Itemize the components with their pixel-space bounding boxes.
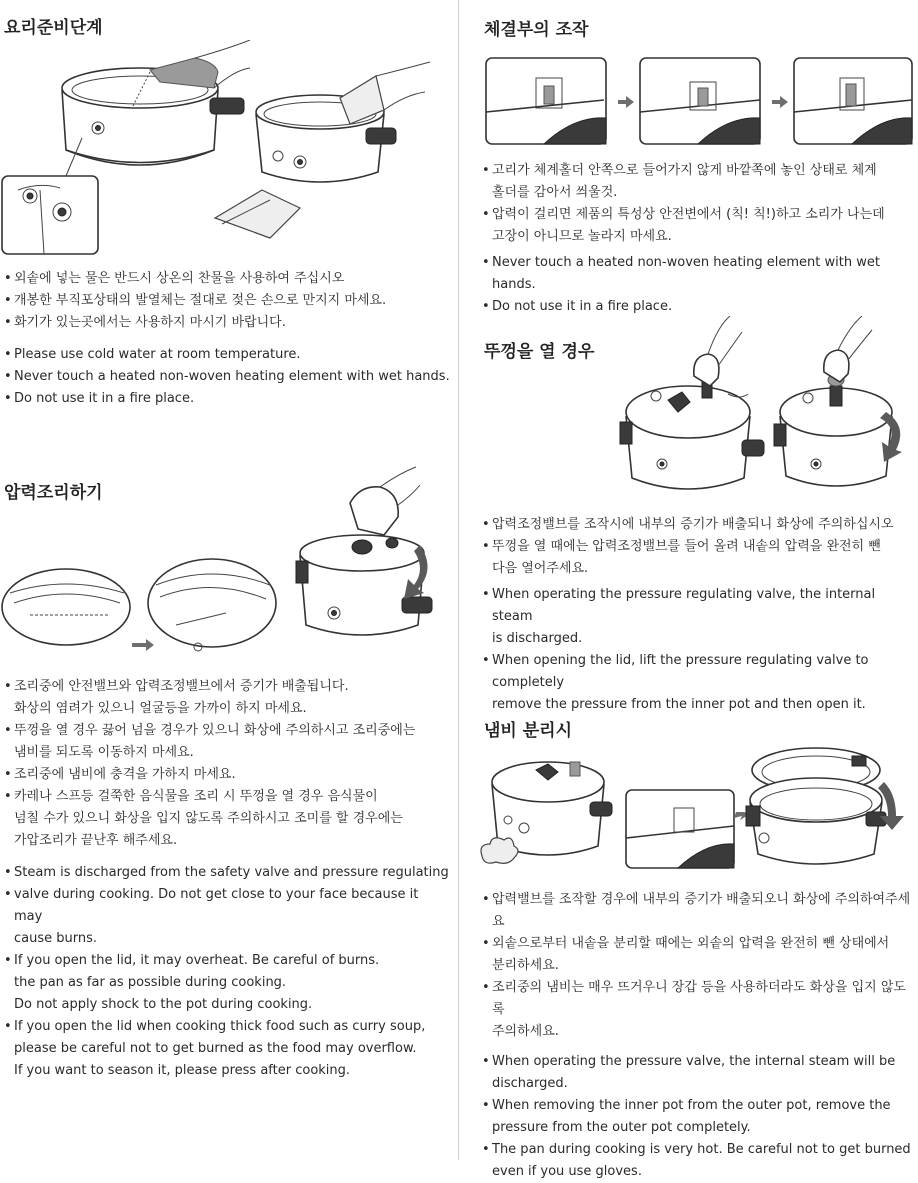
lid-closeup-icon xyxy=(2,569,130,645)
pressure-cooking-illustration xyxy=(0,465,450,665)
clamp-closeup-icon xyxy=(794,58,912,144)
lift-arrow-icon xyxy=(880,412,902,462)
note-item: • When opening the lid, lift the pressure regulating valve to completely remove the pressure from the inner pot and then open it. xyxy=(482,650,918,716)
zoom-callout-box xyxy=(2,176,98,254)
clamp-closeup-icon xyxy=(486,58,606,144)
note-item: • If you open the lid, it may overheat. Be careful of burns. the pan as far as possible during cooking. Do not apply shock to the pot during cooking. xyxy=(4,950,450,1016)
english-notes xyxy=(4,344,450,410)
note-item: • The pan during cooking is very hot. Be careful not to get burned even if you use gloves. xyxy=(482,1139,918,1183)
clamp-closeup-icon xyxy=(626,790,734,868)
separated-pot-icon xyxy=(746,748,886,864)
note-item: • 고리가 체계홀더 안쪽으로 들어가지 않게 바깥쪽에 놓인 상태로 체계 홀더를 감아서 씌울것. xyxy=(482,160,918,204)
note-item: • 조리중에 안전밸브와 압력조정밸브에서 증기가 배출됩니다. 화상의 염려가 있으니 얼굴등을 가까이 하지 마세요. xyxy=(4,676,450,720)
section-title: 뚜껑을 열 경우 xyxy=(484,342,595,362)
preparation-illustration xyxy=(0,40,450,258)
hand-turning-lid-icon xyxy=(350,467,420,535)
note-item: • 외솥으로부터 내솥을 분리할 때에는 외솥의 압력을 완전히 뺀 상태에서 분리하세요. xyxy=(482,933,918,977)
pot-icon xyxy=(620,382,764,489)
note-item: • Steam is discharged from the safety valve and pressure regulating xyxy=(4,862,450,884)
note-item: • When operating the pressure valve, the internal steam will be discharged. xyxy=(482,1051,918,1095)
section-preparation xyxy=(4,18,103,38)
english-notes xyxy=(482,584,918,716)
pot-icon xyxy=(62,68,244,165)
korean-notes xyxy=(4,268,450,334)
section-fastening xyxy=(484,20,588,40)
korean-notes xyxy=(482,160,918,248)
english-notes xyxy=(482,252,918,318)
arrow-right-icon xyxy=(618,96,634,108)
note-item: • 뚜껑을 열 경우 끓어 넘을 경우가 있으니 화상에 주의하시고 조리중에는 냄비를 되도록 이동하지 마세요. xyxy=(4,720,450,764)
note-item: • When removing the inner pot from the outer pot, remove the pressure from the outer pot completely. xyxy=(482,1095,918,1139)
note-item: • Never touch a heated non-woven heating element with wet hands. xyxy=(4,366,450,388)
korean-notes xyxy=(482,514,918,580)
pot-icon xyxy=(774,374,892,486)
opening-lid-notes xyxy=(482,514,918,716)
note-item: • 개봉한 부직포상태의 발열체는 절대로 젖은 손으로 만지지 마세요. xyxy=(4,290,450,312)
heating-element-icon xyxy=(215,62,430,238)
section-title: 체결부의 조작 xyxy=(484,20,589,40)
note-item: • When operating the pressure regulating valve, the internal steam is discharged. xyxy=(482,584,918,650)
note-item: • 외솥에 넣는 물은 반드시 상온의 찬물을 사용하여 주십시오 xyxy=(4,268,450,290)
note-item: • 카레나 스프등 걸쭉한 음식물을 조리 시 뚜껑을 열 경우 음식물이 넘칠 수가 있으니 화상을 입지 않도록 주의하시고 조미를 할 경우에는 가압조리가 끝난후 해주세요. xyxy=(4,786,450,852)
note-item: • valve during cooking. Do not get close to your face because it may cause burns. xyxy=(4,884,450,950)
opening-lid-illustration xyxy=(618,316,914,506)
section-separating-pot xyxy=(484,721,572,741)
preparation-notes xyxy=(4,268,450,410)
note-item: • Do not use it in a fire place. xyxy=(4,388,450,410)
separating-pot-illustration xyxy=(478,746,918,876)
note-item: • Never touch a heated non-woven heating element with wet hands. xyxy=(482,252,918,296)
lid-closeup-icon xyxy=(148,559,276,651)
note-item: • If you open the lid when cooking thick food such as curry soup, please be careful not to get burned as the food may overflow. If you want to season it, please press after cooking. xyxy=(4,1016,450,1082)
arrow-right-icon xyxy=(772,96,788,108)
note-item: • 압력이 걸리면 제품의 특성상 안전변에서 (칙! 칙!)하고 소리가 나는데 고장이 아니므로 놀라지 마세요. xyxy=(482,204,918,248)
note-item: • 뚜껑을 열 때에는 압력조정밸브를 들어 올려 내솥의 압력을 완전히 뺀 다음 열어주세요. xyxy=(482,536,918,580)
note-item: • 조리중에 냄비에 충격을 가하지 마세요. xyxy=(4,764,450,786)
note-item: • 압력밸브를 조작할 경우에 내부의 증기가 배출되오니 화상에 주의하여주세요 xyxy=(482,889,918,933)
note-item: • Please use cold water at room temperature. xyxy=(4,344,450,366)
clamp-closeup-icon xyxy=(640,58,760,144)
note-item: • 압력조정밸브를 조작시에 내부의 증기가 배출되니 화상에 주의하십시오 xyxy=(482,514,918,536)
section-title: 냄비 분리시 xyxy=(484,721,573,741)
english-notes xyxy=(4,862,450,1082)
section-title: 요리준비단계 xyxy=(4,18,103,38)
section-opening-lid xyxy=(484,342,594,362)
fastening-illustration xyxy=(484,56,914,148)
korean-notes xyxy=(4,676,450,852)
note-item: • 조리중의 냄비는 매우 뜨거우니 장갑 등을 사용하더라도 화상을 입지 않도록 주의하세요. xyxy=(482,977,918,1043)
fastening-notes xyxy=(482,160,918,318)
hand-lifting-valve-icon xyxy=(824,316,872,382)
note-item: • Do not use it in a fire place. xyxy=(482,296,918,318)
separating-pot-notes xyxy=(482,889,918,1183)
korean-notes xyxy=(482,889,918,1043)
pressure-cooking-notes xyxy=(4,676,450,1082)
note-item: • 화기가 있는곳에서는 사용하지 마시기 바랍니다. xyxy=(4,312,450,334)
steam-puff-icon xyxy=(481,838,518,864)
section-title: 압력조리하기 xyxy=(4,483,103,503)
arrow-right-icon xyxy=(132,639,154,651)
column-divider xyxy=(458,0,459,1160)
english-notes xyxy=(482,1051,918,1183)
